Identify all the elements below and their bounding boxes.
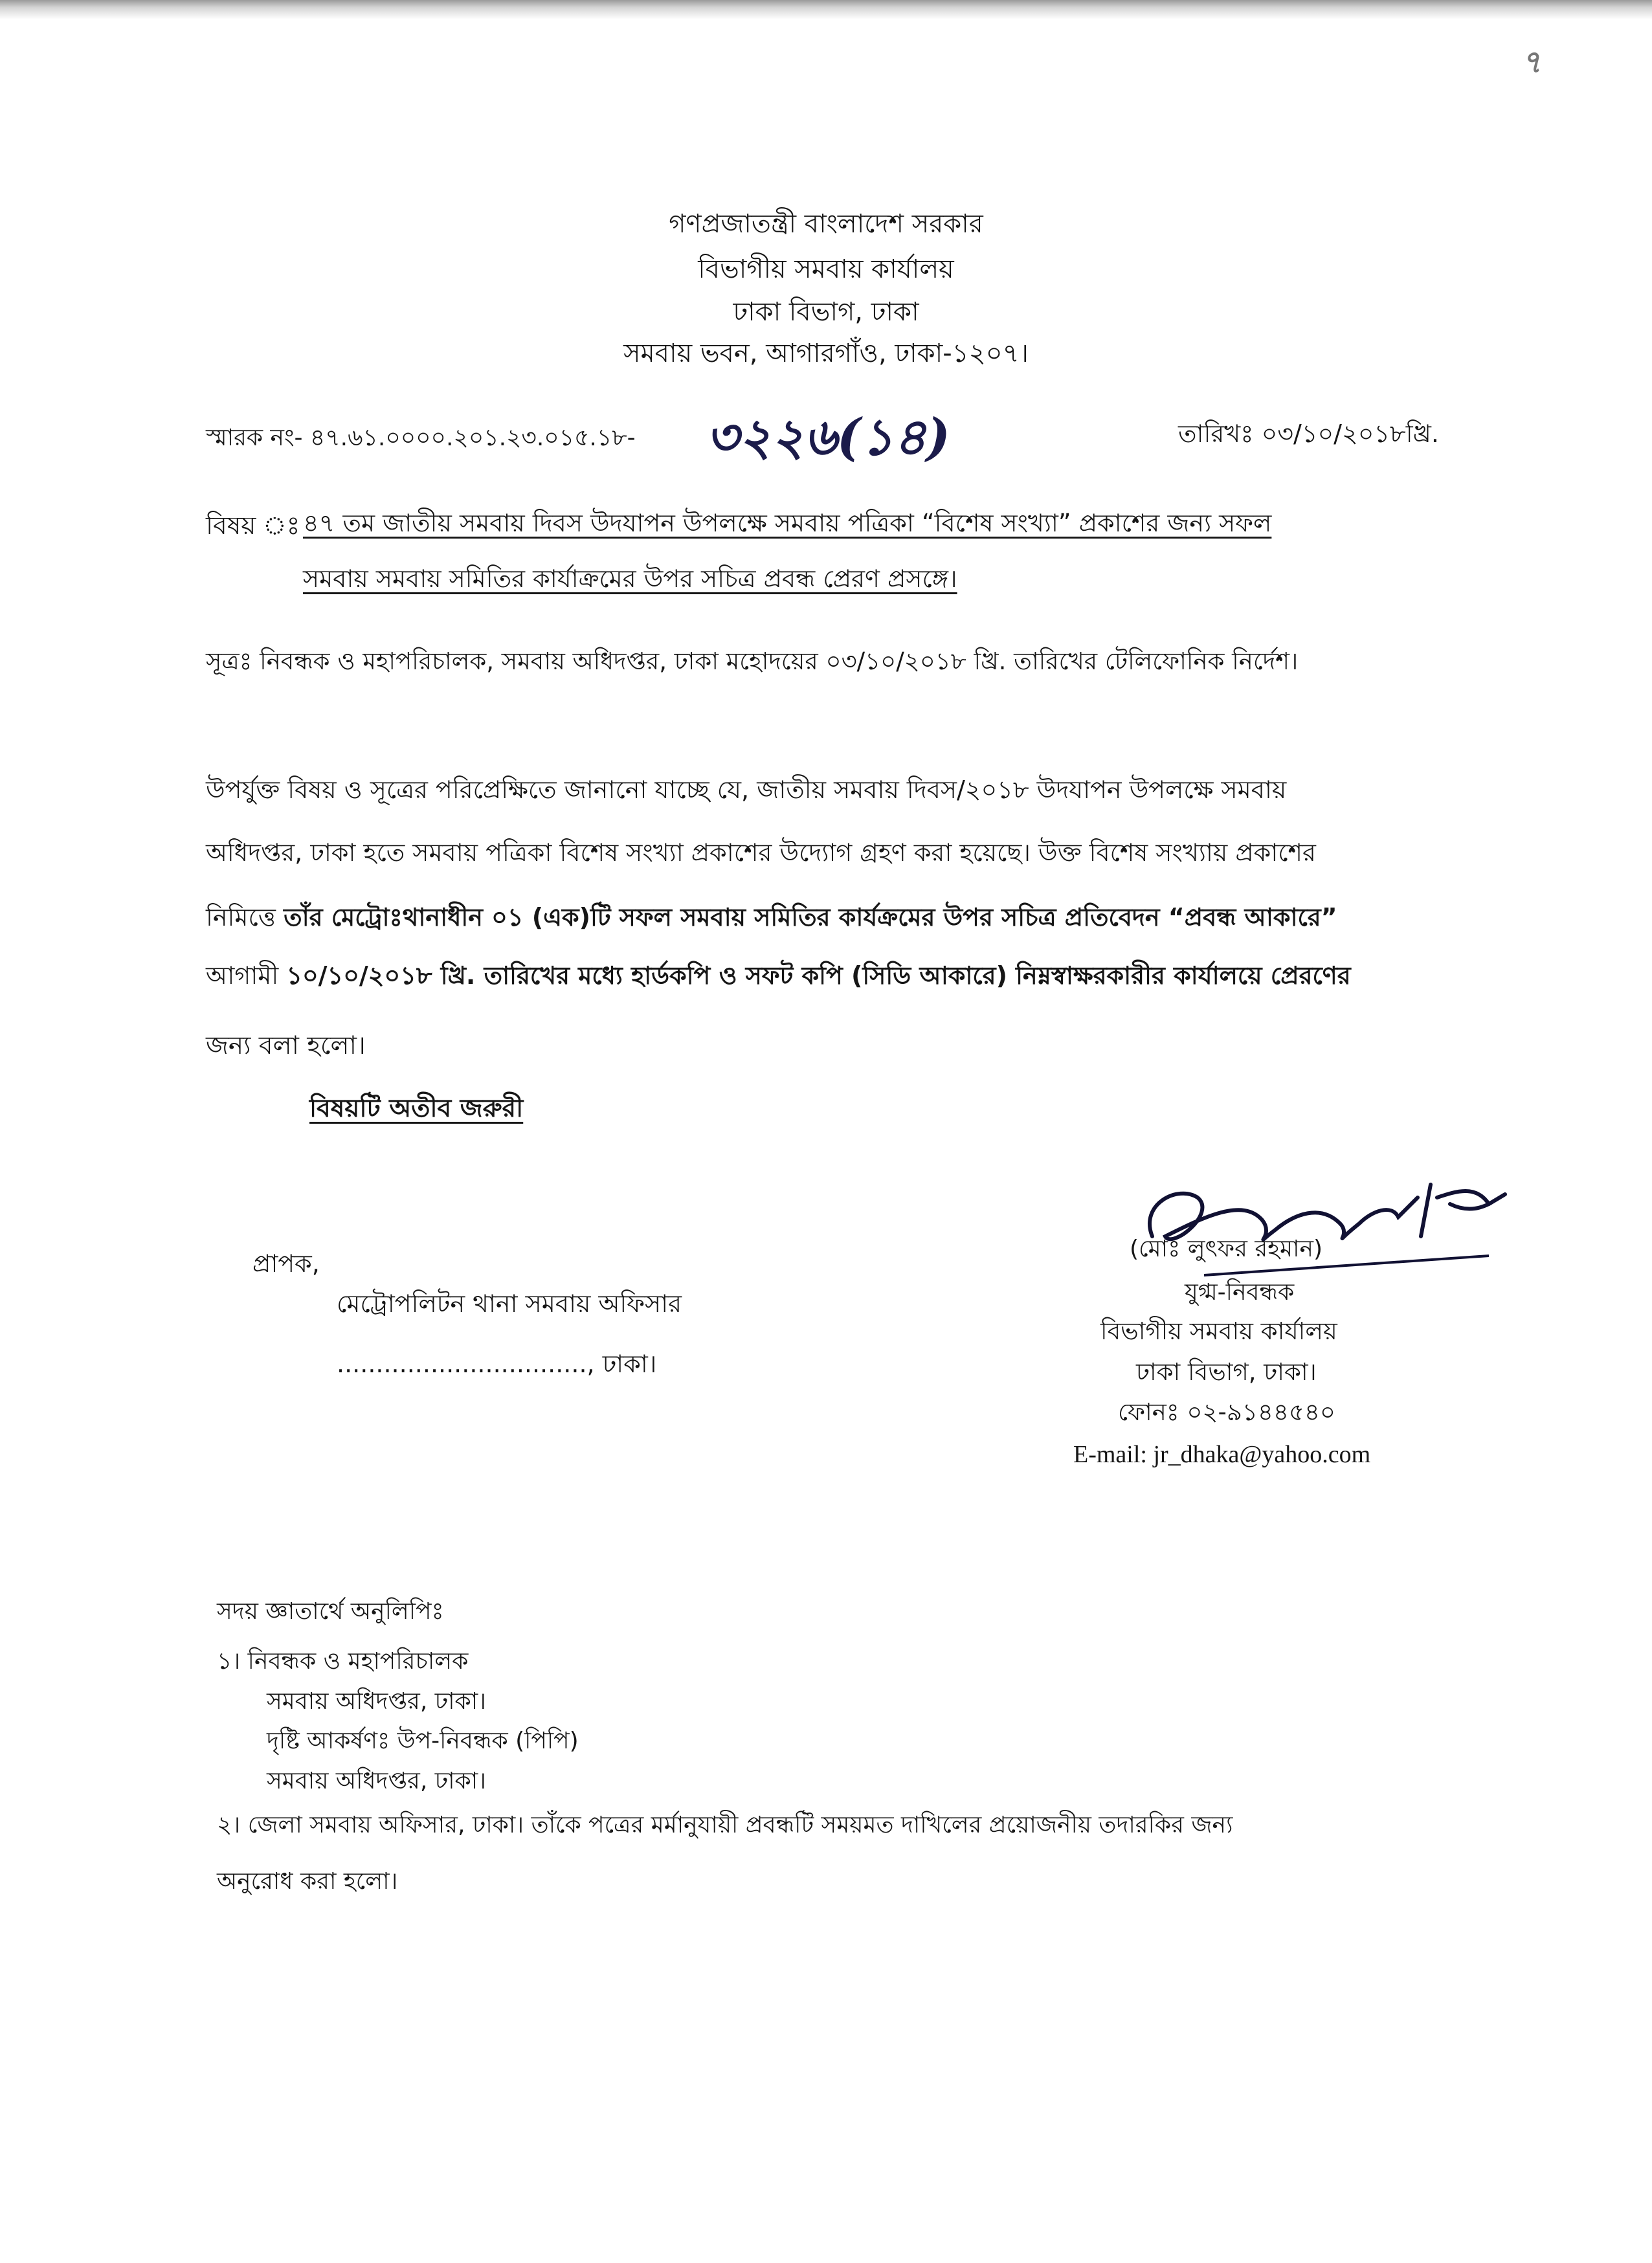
signatory-phone: ফোনঃ ০২-৯১৪৪৫৪০ (1118, 1398, 1335, 1426)
header-division: ঢাকা বিভাগ, ঢাকা (733, 297, 919, 327)
copy-1-line-1: ১। নিবন্ধক ও মহাপরিচালক (217, 1648, 469, 1675)
body-line-3 (206, 903, 1337, 933)
reference-line: সূত্রঃ নিবন্ধক ও মহাপরিচালক, সমবায় অধিদপ্তর, ঢাকা মহোদয়ের ০৩/১০/২০১৮ খ্রি. তারিখের টেলিফোনিক নির্দেশ। (206, 647, 1299, 675)
memo-number-handwritten: ৩২২৬(১৪) (706, 408, 950, 467)
recipient-label: প্রাপক, (252, 1249, 320, 1278)
subject-line-2: সমবায় সমবায় সমিতির কার্যাক্রমের উপর সচিত্র প্রবন্ধ প্রেরণ প্রসঙ্গে। (303, 564, 957, 593)
recipient-line-2: ................................, ঢাকা। (337, 1350, 657, 1378)
copy-1-line-2: সমবায় অধিদপ্তর, ঢাকা। (267, 1688, 487, 1715)
signatory-email: E-mail: jr_dhaka@yahoo.com (1073, 1441, 1371, 1468)
signature-scribble (1126, 1159, 1515, 1295)
signatory-name: (মোঃ লুৎফর রহমান) (1130, 1236, 1323, 1262)
copies-label: সদয় জ্ঞাতার্থে অনুলিপিঃ (217, 1598, 444, 1625)
body-line-4 (206, 961, 1351, 991)
copy-1-line-3: দৃষ্টি আকর্ষণঃ উপ-নিবন্ধক (পিপি) (267, 1728, 579, 1754)
memo-number-label: স্মারক নং- ৪৭.৬১.০০০০.২০১.২৩.০১৫.১৮- (206, 425, 636, 451)
copy-1-line-4: সমবায় অধিদপ্তর, ঢাকা। (267, 1768, 487, 1794)
signature-drawing (1126, 1159, 1515, 1295)
header-address: সমবায় ভবন, আগারগাঁও, ঢাকা-১২০৭। (623, 339, 1029, 368)
body-line-3-plain: নিমিত্তে (206, 903, 284, 931)
recipient-line-1: মেট্রোপলিটন থানা সমবায় অফিসার (337, 1289, 682, 1318)
body-line-1: উপর্যুক্ত বিষয় ও সূত্রের পরিপ্রেক্ষিতে জানানো যাচ্ছে যে, জাতীয় সমবায় দিবস/২০১৮ উদযাপন উপলক্ষে সমবায় (206, 775, 1287, 804)
scan-edge-shadow (0, 0, 1652, 19)
memo-date: তারিখঃ ০৩/১০/২০১৮খ্রি. (1178, 419, 1439, 448)
urgent-note: বিষয়টি অতীব জরুরী (309, 1094, 524, 1123)
body-line-3-bold: তাঁর মেট্রোঃথানাধীন ০১ (এক)টি সফল সমবায় সমিতির কার্যক্রমের উপর সচিত্র প্রতিবেদন “প্রবন্ধ আকারে” (284, 903, 1337, 931)
header-office: বিভাগীয় সমবায় কার্যালয় (698, 254, 954, 284)
signatory-division: ঢাকা বিভাগ, ঢাকা। (1136, 1358, 1317, 1386)
signatory-office: বিভাগীয় সমবায় কার্যালয় (1100, 1317, 1337, 1345)
header-government: গণপ্রজাতন্ত্রী বাংলাদেশ সরকার (669, 209, 983, 239)
signatory-title: যুগ্ম-নিবন্ধক (1185, 1279, 1295, 1306)
copy-2-line-2: অনুরোধ করা হলো। (217, 1868, 398, 1895)
body-line-4-bold: ১০/১০/২০১৮ খ্রি. তারিখের মধ্যে হার্ডকপি ও সফট কপি (সিডি আকারে) নিম্নস্বাক্ষরকারীর কার্যালয়ে প্রেরণের (286, 961, 1351, 990)
subject-line-1: ৪৭ তম জাতীয় সমবায় দিবস উদযাপন উপলক্ষে সমবায় পত্রিকা “বিশেষ সংখ্যা” প্রকাশের জন্য সফল (303, 509, 1272, 537)
subject-label: বিষয় ঃ (206, 511, 300, 541)
body-line-5: জন্য বলা হলো। (206, 1031, 366, 1060)
corner-handwritten-mark: ৭ (1521, 44, 1542, 80)
body-line-2: অধিদপ্তর, ঢাকা হতে সমবায় পত্রিকা বিশেষ সংখ্যা প্রকাশের উদ্যোগ গ্রহণ করা হয়েছে। উক্ত বিশেষ সংখ্যায় প্রকাশের (206, 838, 1316, 867)
body-line-4-plain: আগামী (206, 961, 287, 990)
copy-2-line-1: ২। জেলা সমবায় অফিসার, ঢাকা। তাঁকে পত্রের মর্মানুযায়ী প্রবন্ধটি সময়মত দাখিলের প্রয়োজনীয় তদারকির জন্য (217, 1812, 1233, 1838)
